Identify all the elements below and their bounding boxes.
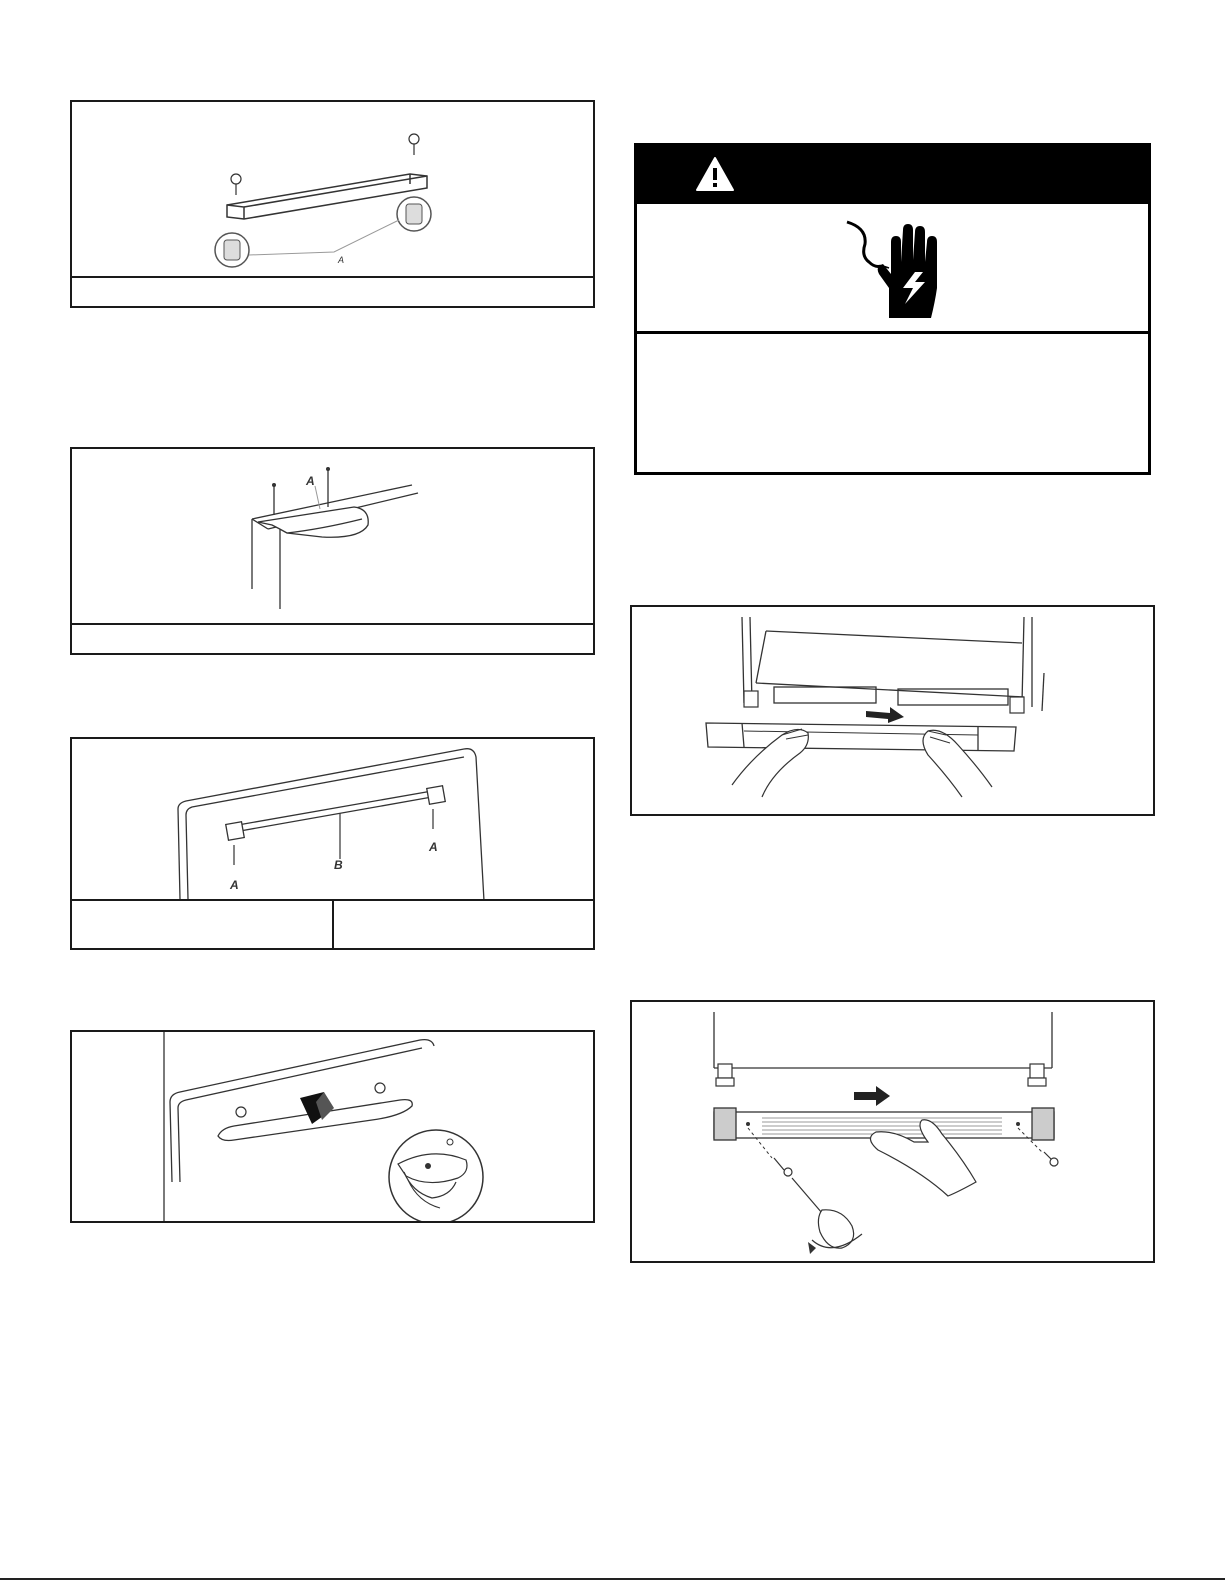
figure-1-callout-a: A xyxy=(338,255,345,265)
page-footer-rule xyxy=(0,1578,1225,1580)
warning-box xyxy=(634,143,1151,475)
figure-2-pull-handle xyxy=(70,447,595,655)
grille-screws-illustration xyxy=(632,1002,1153,1261)
figure-3-callout-a-left: A xyxy=(230,878,239,892)
figure-1-handle-standoffs xyxy=(70,100,595,308)
figure-4-curved-handle xyxy=(70,1030,595,1223)
base-grille-removal-illustration xyxy=(632,607,1153,814)
figure-3-callout-b: B xyxy=(334,858,343,872)
warning-triangle-icon xyxy=(695,156,735,192)
door-handle-illustration xyxy=(72,739,593,901)
figure-3-caption-right xyxy=(332,901,594,948)
figure-2-caption-row xyxy=(72,623,593,653)
figure-3-door-handle xyxy=(70,737,595,950)
warning-header xyxy=(637,146,1148,204)
figure-3-caption-row xyxy=(72,899,593,948)
figure-3-callout-a-right: A xyxy=(429,840,438,854)
electrical-shock-hazard-icon xyxy=(841,218,951,318)
figure-5-base-grille-removal xyxy=(630,605,1155,816)
figure-2-caption xyxy=(72,625,593,653)
figure-2-callout-a: A xyxy=(306,474,315,488)
handle-standoffs-illustration xyxy=(72,102,593,278)
figure-6-grille-screws xyxy=(630,1000,1155,1263)
warning-symbol-area xyxy=(637,204,1148,334)
pull-handle-illustration xyxy=(72,449,593,625)
curved-handle-illustration xyxy=(72,1032,593,1221)
figure-3-caption-left xyxy=(72,901,332,948)
figure-1-caption xyxy=(72,278,593,306)
figure-1-caption-row xyxy=(72,276,593,306)
